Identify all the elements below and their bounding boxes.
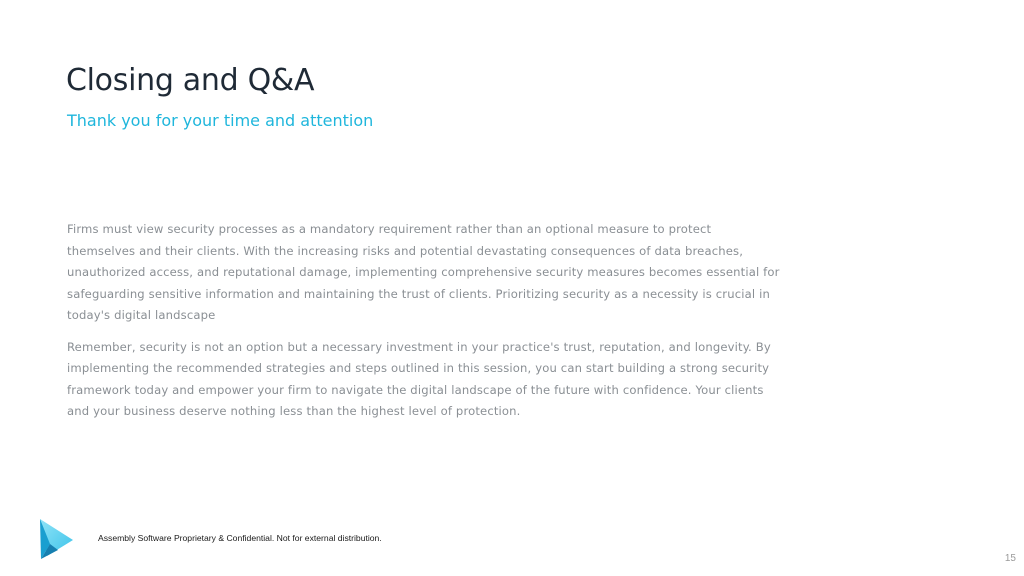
confidential-notice: Assembly Software Proprietary & Confidential. Not for external distribution. [98, 533, 382, 543]
body-paragraph: Firms must view security processes as a mandatory requirement rather than an optional measure to protect themselves and their clients. With the increasing risks and potential devastating consequences of data breaches, unauthorized access, and reputational damage, implementing comprehensive security measures becomes essential for safeguarding sensitive information and maintaining the trust of clients. Prioritizing security as a necessity is crucial in today's digital landscape [67, 222, 780, 322]
slide-subtitle: Thank you for your time and attention [67, 111, 374, 130]
body-paragraph: Remember, security is not an option but a necessary investment in your practice's trust, reputation, and longevity. By implementing the recommended strategies and steps outlined in this session, you can start building a strong security framework today and empower your firm to navigate the digital landscape of the future with confidence. Your clients and your business deserve nothing less than the highest level of protection. [67, 339, 771, 418]
slide-body [67, 219, 783, 433]
slide-title: Closing and Q&A [66, 63, 315, 98]
page-number: 15 [1004, 553, 1016, 564]
play-triangle-logo-icon [38, 518, 74, 560]
